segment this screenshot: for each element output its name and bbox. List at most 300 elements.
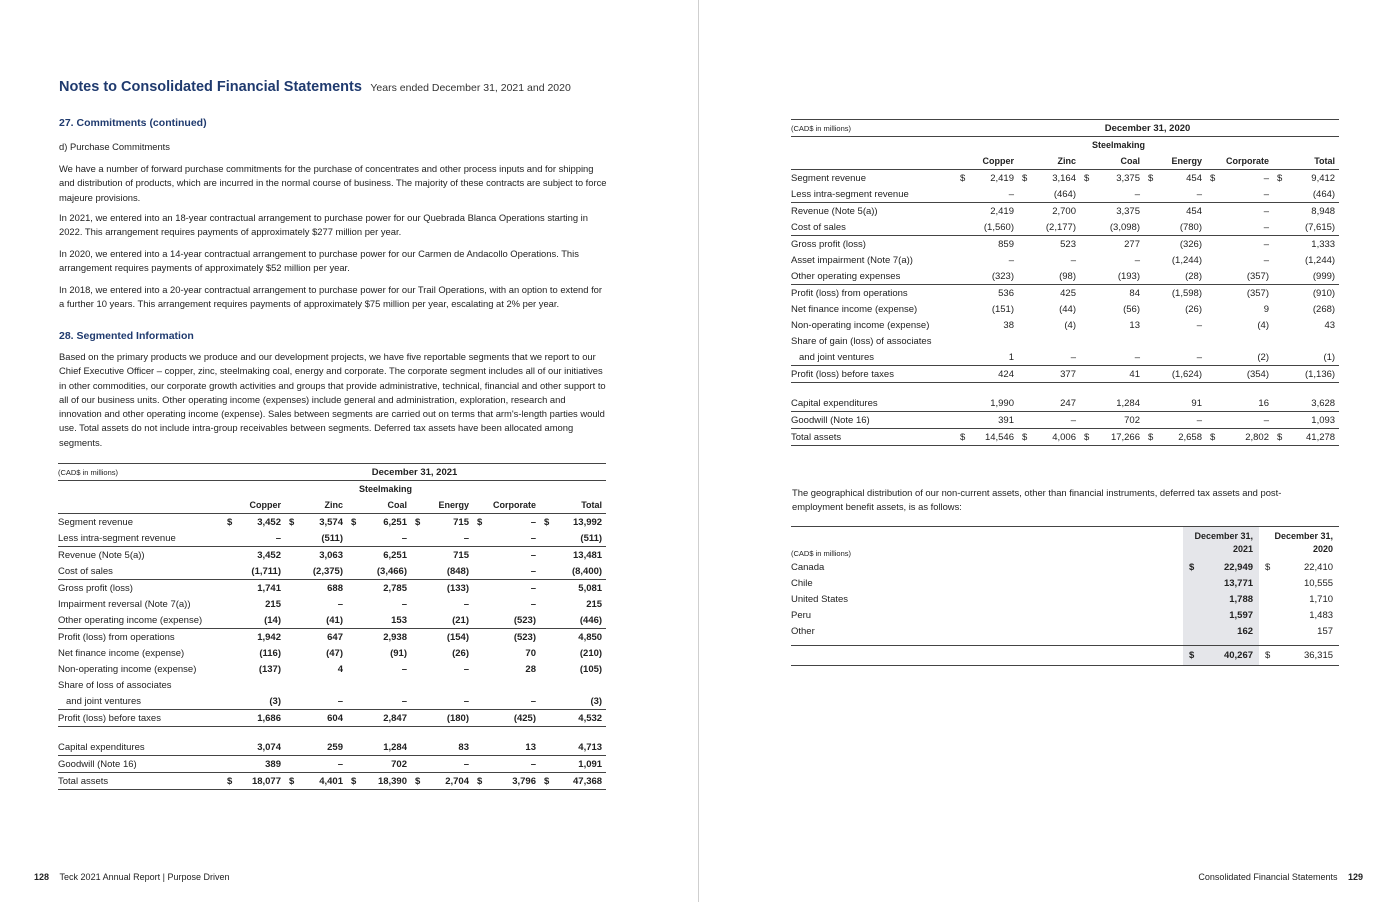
seg2021-cell: 2,847	[359, 710, 411, 727]
seg2021-dollar-sign: $	[227, 516, 233, 528]
seg2020-cell: –	[1196, 351, 1202, 363]
seg2020-cell: –	[1263, 172, 1269, 184]
seg2021-dollar-sign	[285, 547, 297, 564]
seg2021-row-label: Gross profit (loss)	[58, 580, 223, 597]
seg2020-dollar-sign	[956, 301, 968, 317]
seg2021-cell: –	[337, 695, 343, 707]
geo-dollar-2021: $	[1183, 559, 1205, 575]
seg2021-dollar-sign	[411, 530, 423, 547]
seg2020-dollar-sign	[1080, 395, 1092, 412]
seg2020-dollar-sign: $	[1210, 172, 1216, 184]
seg2020-dollar-sign	[1018, 252, 1030, 268]
seg2021-dollar-sign: $	[544, 516, 550, 528]
seg2020-row	[791, 170, 1339, 187]
seg2020-dollar-sign	[1273, 285, 1285, 302]
seg2021-dollar-sign	[223, 547, 235, 564]
seg2020-dollar-sign	[1144, 412, 1156, 429]
seg2020-dollar-sign	[1018, 412, 1030, 429]
geo-value-2021: 22,949	[1205, 559, 1259, 575]
seg2021-cell: 3,796	[485, 773, 540, 790]
seg2020-cell: 84	[1092, 285, 1144, 302]
seg2020-dollar-sign	[1206, 366, 1218, 383]
seg2021-cell: 5,081	[552, 580, 606, 597]
seg2021-dollar-sign	[285, 629, 297, 646]
seg2021-cell: (154)	[423, 629, 473, 646]
section-28-heading: 28. Segmented Information	[59, 330, 194, 342]
seg2021-dollar-sign: $	[351, 516, 357, 528]
seg2020-dollar-sign	[1206, 203, 1218, 220]
geo-row-label: Peru	[791, 609, 812, 621]
seg2021-row	[58, 547, 606, 564]
seg2021-row-label-line	[58, 677, 606, 693]
seg2020-cell: –	[1008, 254, 1014, 266]
seg2021-row	[58, 530, 606, 547]
seg2021-dollar-sign	[347, 693, 359, 710]
seg2020-dollar-sign	[1018, 366, 1030, 383]
seg2021-dollar-sign	[223, 710, 235, 727]
seg2021-col-header-3: Energy	[423, 497, 473, 514]
seg2021-dollar-sign	[285, 530, 297, 547]
seg2020-dollar-sign	[1018, 268, 1030, 285]
seg2020-cell: (7,615)	[1304, 221, 1336, 233]
seg2020-dollar-sign	[956, 317, 968, 333]
seg2021-dollar-sign: $	[411, 773, 423, 790]
seg2021-col-top-5	[552, 481, 606, 498]
seg2021-dollar-sign	[540, 530, 552, 547]
geo-col-2020-line1: December 31,	[1274, 531, 1334, 541]
seg2020-dollar-sign	[1206, 349, 1218, 366]
geo-value-2020: 157	[1317, 625, 1334, 637]
seg2020-row	[791, 252, 1339, 268]
geo-total-2020: 36,315	[1303, 650, 1334, 661]
seg2020-cell: –	[1196, 188, 1202, 200]
seg2021-dollar-sign	[473, 739, 485, 756]
seg2020-cell: (1,244)	[1171, 254, 1202, 266]
seg2021-dollar-sign	[411, 661, 423, 677]
seg2020-cell: (326)	[1156, 236, 1206, 253]
seg2020-dollar-sign: $	[1273, 429, 1285, 446]
seg2021-dollar-sign	[347, 629, 359, 646]
seg2021-dollar-sign	[411, 580, 423, 597]
seg2020-cell: 424	[968, 366, 1018, 383]
seg2021-row	[58, 612, 606, 629]
seg2021-cell: 3,452	[257, 516, 281, 528]
seg2020-row-label: Revenue (Note 5(a))	[791, 203, 956, 220]
seg2021-cell: 2,785	[359, 580, 411, 597]
seg2020-row-label: Capital expenditures	[791, 397, 878, 409]
seg2021-col-header-0: Copper	[235, 497, 285, 514]
seg2020-cell: 41	[1092, 366, 1144, 383]
seg2020-cell: 454	[1156, 203, 1206, 220]
seg2020-cell: (1,624)	[1156, 366, 1206, 383]
geo-row	[791, 559, 1339, 575]
seg2020-cell: –	[1030, 412, 1080, 429]
title-subtitle: Years ended December 31, 2021 and 2020	[370, 82, 571, 94]
seg2021-cell: 389	[235, 756, 285, 773]
seg2021-cell: (133)	[423, 580, 473, 597]
geo-row	[791, 607, 1339, 623]
seg2021-cell: 604	[297, 710, 347, 727]
seg2021-row	[58, 710, 606, 727]
seg2020-dollar-sign	[1080, 317, 1092, 333]
seg2020-cell: 1	[1008, 351, 1014, 363]
paragraph-segmented-info: Based on the primary products we produce and our development projects, we have five reportable segments that we report to our Chief Executive Officer – copper, zinc, steelmaking coal, energy and corporate. The corporate segment includes all of our initiatives in other commodities, our corporate growth activities and groups that provide administrative, technical, financial and other support to all of our business units. Other operating income (expenses) include general and administration, exploration, research and innovation and other operating income (expense). Sales between segments are carried out on terms that arm's-length parties would use. Total assets do not include intra-group receivables between segments. Deferred tax assets have been allocated among segments.	[59, 351, 606, 448]
seg2020-row-label: Cost of sales	[791, 221, 846, 233]
seg2020-cell: –	[1263, 188, 1269, 200]
seg2020-col-top-5	[1285, 137, 1339, 154]
seg2021-dollar-sign	[285, 563, 297, 580]
seg2021-cell: (523)	[513, 614, 536, 626]
seg2020-cell: 425	[1030, 285, 1080, 302]
geo-unit-label: (CAD$ in millions)	[791, 549, 852, 558]
seg2021-row-label: Net finance income (expense)	[58, 647, 185, 659]
seg2020-dollar-sign: $	[1148, 172, 1154, 184]
seg2021-cell: –	[463, 663, 469, 675]
seg2020-cell: 859	[968, 236, 1018, 253]
seg2020-dollar-sign	[1144, 203, 1156, 220]
seg2020-cell: (780)	[1179, 221, 1202, 233]
seg2021-cell: (105)	[579, 663, 603, 675]
seg2020-col-header-1: Zinc	[1030, 153, 1080, 170]
seg2021-cell: (511)	[580, 532, 603, 544]
seg2021-cell: 259	[327, 741, 343, 753]
seg2021-cell: 83	[458, 741, 469, 753]
seg2020-dollar-sign	[1206, 412, 1218, 429]
seg2021-row-label: Goodwill (Note 16)	[58, 756, 223, 773]
seg2021-cell: 215	[586, 598, 603, 610]
seg2021-row-label: Less intra-segment revenue	[58, 532, 176, 544]
geo-value-2021: 1,597	[1205, 607, 1259, 623]
seg2021-dollar-sign	[411, 645, 423, 661]
seg2020-dollar-sign	[1206, 285, 1218, 302]
geo-value-2020: 10,555	[1303, 577, 1334, 589]
seg2020-col-top-1	[1030, 137, 1080, 154]
seg2021-dollar-sign	[223, 530, 235, 547]
footer-left-page-number: 128	[34, 872, 50, 882]
seg2021-row	[58, 739, 606, 756]
seg2021-dollar-sign	[347, 612, 359, 629]
seg2020-dollar-sign	[1080, 349, 1092, 366]
seg2020-row	[791, 301, 1339, 317]
seg2021-dollar-sign	[540, 693, 552, 710]
seg2021-dollar-sign	[347, 530, 359, 547]
seg2020-cell: –	[1218, 236, 1273, 253]
seg2021-dollar-sign	[473, 580, 485, 597]
seg2020-dollar-sign	[1273, 203, 1285, 220]
geo-dollar-2020: $	[1265, 561, 1271, 573]
seg2021-dollar-sign	[223, 739, 235, 756]
seg2021-dollar-sign	[411, 710, 423, 727]
seg2021-cell: 1,284	[383, 741, 407, 753]
seg2021-cell: –	[423, 756, 473, 773]
geo-row-label: Canada	[791, 561, 825, 573]
segment-table-2020	[791, 119, 1339, 446]
seg2021-col-top-4	[485, 481, 540, 498]
seg2021-dollar-sign	[540, 661, 552, 677]
seg2020-cell: (4)	[1257, 319, 1269, 331]
seg2021-cell: 47,368	[552, 773, 606, 790]
seg2021-row	[58, 645, 606, 661]
seg2020-dollar-sign	[1080, 186, 1092, 203]
seg2021-cell: 18,077	[235, 773, 285, 790]
seg2020-cell: 13	[1129, 319, 1140, 331]
seg2020-cell: 2,419	[968, 203, 1018, 220]
seg2021-cell: (210)	[579, 647, 603, 659]
seg2020-cell: 3,164	[1052, 172, 1076, 184]
seg2021-dollar-sign	[285, 645, 297, 661]
seg2020-col-top-0	[968, 137, 1018, 154]
seg2020-cell: 3,628	[1311, 397, 1336, 409]
paragraph-carmen-de-andacollo: In 2020, we entered into a 14-year contractual arrangement to purchase power for our Carmen de Andacollo Operations. This arrangement requires payments of approximately $52 million per year.	[59, 248, 579, 274]
seg2021-cell: –	[530, 598, 536, 610]
seg2020-cell: 454	[1186, 172, 1202, 184]
seg2021-dollar-sign	[285, 739, 297, 756]
page-title	[59, 78, 571, 96]
seg2021-cell: –	[530, 695, 536, 707]
seg2021-cell: 1,942	[235, 629, 285, 646]
seg2020-dollar-sign	[1080, 252, 1092, 268]
segment-table-2021	[58, 463, 606, 790]
seg2020-dollar-sign: $	[1018, 429, 1030, 446]
seg2021-dollar-sign	[223, 596, 235, 612]
seg2020-dollar-sign	[1144, 268, 1156, 285]
footer-right-page-number: 129	[1347, 872, 1363, 882]
seg2021-row	[58, 756, 606, 773]
geo-value-2020: 1,483	[1309, 609, 1334, 621]
seg2020-dollar-sign	[1080, 301, 1092, 317]
seg2021-dollar-sign	[540, 629, 552, 646]
seg2020-cell: 702	[1092, 412, 1144, 429]
seg2021-cell: –	[530, 516, 536, 528]
seg2020-dollar-sign: $	[1144, 429, 1156, 446]
seg2020-cell: 391	[968, 412, 1018, 429]
seg2021-row-label: Segment revenue	[58, 516, 133, 528]
geo-value-2021: 13,771	[1205, 575, 1259, 591]
seg2020-dollar-sign	[1018, 395, 1030, 412]
geo-row-label: United States	[791, 593, 849, 605]
geo-dollar-2021	[1183, 591, 1205, 607]
seg2020-row-label-line	[791, 333, 1339, 349]
seg2021-cell: 1,091	[552, 756, 606, 773]
seg2021-cell: (8,400)	[571, 565, 603, 577]
geo-total-2020-dollar: $	[1265, 650, 1271, 661]
seg2021-dollar-sign	[411, 629, 423, 646]
seg2021-row-label: Capital expenditures	[58, 741, 145, 753]
seg2020-cell: (98)	[1059, 270, 1076, 282]
seg2020-spacer-row	[791, 383, 1339, 396]
seg2020-dollar-sign	[1018, 301, 1030, 317]
seg2020-dollar-sign	[1144, 219, 1156, 236]
title-main: Notes to Consolidated Financial Statements	[59, 79, 362, 95]
seg2020-cell: –	[1134, 188, 1140, 200]
seg2020-cell: 1,284	[1116, 397, 1140, 409]
paragraph-quebrada-blanca: In 2021, we entered into an 18-year contractual arrangement to purchase power for our Quebrada Blanca Operations starting in 2022. This arrangement requires payments of approximately $277 million per year.	[59, 212, 588, 238]
seg2021-dollar-sign	[473, 661, 485, 677]
seg2020-dollar-sign	[1018, 236, 1030, 253]
seg2020-dollar-sign	[956, 203, 968, 220]
seg2020-dollar-sign	[956, 285, 968, 302]
seg2021-dollar-sign	[223, 629, 235, 646]
seg2020-col-top-4	[1218, 137, 1273, 154]
seg2021-cell: 1,686	[235, 710, 285, 727]
seg2020-dollar-sign	[956, 219, 968, 236]
seg2021-cell: 3,063	[297, 547, 347, 564]
seg2020-cell: 9	[1263, 303, 1269, 315]
seg2020-row-label: Share of gain (loss) of associates	[791, 335, 932, 347]
paragraph-trail-operations: In 2018, we entered into a 20-year contractual arrangement to purchase power for our Trail Operations, with an option to extend for a further 10 years. This arrangement requires payments of approximately $75 million per year, escalating at 2% per year.	[59, 284, 603, 310]
seg2021-dollar-sign	[347, 710, 359, 727]
seg2020-dollar-sign	[1206, 186, 1218, 203]
seg2020-row-label: Asset impairment (Note 7(a))	[791, 254, 913, 266]
seg2020-dollar-sign	[1273, 268, 1285, 285]
seg2021-cell: 3,574	[319, 516, 343, 528]
seg2020-cell: (2,177)	[1045, 221, 1076, 233]
seg2021-dollar-sign	[411, 612, 423, 629]
seg2020-cell: (3,098)	[1109, 221, 1140, 233]
seg2020-cell: 8,948	[1285, 203, 1339, 220]
seg2021-dollar-sign: $	[285, 773, 297, 790]
seg2020-dollar-sign: $	[960, 172, 966, 184]
seg2020-cell: 1,990	[990, 397, 1014, 409]
seg2020-cell: 91	[1191, 397, 1202, 409]
seg2021-dollar-sign	[285, 661, 297, 677]
seg2020-dollar-sign	[1144, 236, 1156, 253]
seg2021-cell: –	[401, 598, 407, 610]
seg2020-cell: 14,546	[968, 429, 1018, 446]
seg2020-cell: –	[1070, 254, 1076, 266]
seg2020-dollar-sign	[1018, 203, 1030, 220]
seg2020-row-label: Gross profit (loss)	[791, 236, 956, 253]
seg2021-cell: 2,704	[423, 773, 473, 790]
seg2020-cell: (999)	[1312, 270, 1336, 282]
seg2020-col-top-3	[1156, 137, 1206, 154]
seg2020-dollar-sign	[1080, 236, 1092, 253]
seg2021-dollar-sign	[223, 563, 235, 580]
seg2020-cell: –	[1070, 351, 1076, 363]
seg2021-dollar-sign	[540, 645, 552, 661]
seg2020-dollar-sign	[1144, 252, 1156, 268]
seg2021-dollar-sign: $	[289, 516, 295, 528]
seg2020-dollar-sign	[1273, 366, 1285, 383]
seg2020-cell: –	[1263, 221, 1269, 233]
seg2020-dollar-sign	[1273, 301, 1285, 317]
seg2020-col-top-2: Steelmaking	[1092, 140, 1146, 150]
seg2021-cell: –	[401, 695, 407, 707]
seg2020-dollar-sign	[956, 268, 968, 285]
seg2021-cell: –	[297, 756, 347, 773]
seg2020-cell: (1,244)	[1304, 254, 1336, 266]
seg2021-cell: 215	[265, 598, 281, 610]
page-spread-divider	[698, 0, 699, 902]
seg2021-dollar-sign	[540, 710, 552, 727]
seg2020-cell: 523	[1030, 236, 1080, 253]
seg2020-dollar-sign	[1080, 268, 1092, 285]
seg2021-dollar-sign	[347, 547, 359, 564]
seg2021-row-label: and joint ventures	[66, 695, 141, 707]
seg2020-dollar-sign	[956, 252, 968, 268]
seg2021-dollar-sign	[411, 756, 423, 773]
seg2021-dollar-sign	[347, 563, 359, 580]
seg2020-cell: (357)	[1218, 285, 1273, 302]
geo-dollar-2021	[1183, 607, 1205, 623]
seg2020-cell: 9,412	[1311, 172, 1336, 184]
geo-dollar-2021	[1183, 623, 1205, 639]
seg2020-dollar-sign	[1206, 268, 1218, 285]
seg2021-cell: –	[530, 532, 536, 544]
seg2021-dollar-sign: $	[347, 773, 359, 790]
geo-dollar-2020	[1259, 607, 1281, 623]
geo-intro-text: The geographical distribution of our non-current assets, other than financial instruments, deferred tax assets and post-employment benefit assets, is as follows:	[792, 487, 1282, 513]
seg2021-cell: 647	[297, 629, 347, 646]
geo-value-2021: 162	[1205, 623, 1259, 639]
seg2021-dollar-sign	[473, 629, 485, 646]
seg2021-row-label: Share of loss of associates	[58, 679, 172, 691]
seg2021-cell: (137)	[258, 663, 281, 675]
seg2020-row	[791, 317, 1339, 333]
geo-dollar-2020	[1259, 591, 1281, 607]
seg2020-cell: 1,093	[1285, 412, 1339, 429]
seg2020-dollar-sign	[1206, 317, 1218, 333]
seg2021-cell: –	[337, 598, 343, 610]
seg2020-cell: 4,006	[1030, 429, 1080, 446]
seg2020-row	[791, 203, 1339, 220]
seg2020-cell: (268)	[1312, 303, 1336, 315]
geo-col-2021-line1: December 31,	[1194, 531, 1254, 541]
seg2020-col-header-0: Copper	[968, 153, 1018, 170]
seg2021-dollar-sign	[540, 580, 552, 597]
seg2020-row-label: Total assets	[791, 429, 956, 446]
seg2020-dollar-sign	[1144, 285, 1156, 302]
seg2021-dollar-sign	[411, 596, 423, 612]
geo-row	[791, 575, 1339, 591]
seg2020-dollar-sign	[1018, 349, 1030, 366]
seg2021-cell: (446)	[579, 614, 603, 626]
seg2021-dollar-sign	[411, 693, 423, 710]
seg2021-period-header: December 31, 2021	[223, 464, 606, 481]
seg2021-cell: 18,390	[359, 773, 411, 790]
seg2021-row	[58, 773, 606, 790]
seg2021-cell: –	[485, 756, 540, 773]
seg2020-dollar-sign	[956, 395, 968, 412]
seg2020-cell: (56)	[1123, 303, 1140, 315]
seg2020-cell: (464)	[1053, 188, 1076, 200]
seg2020-dollar-sign	[1273, 395, 1285, 412]
seg2020-dollar-sign	[1080, 203, 1092, 220]
seg2021-dollar-sign: $	[540, 773, 552, 790]
seg2021-dollar-sign	[540, 739, 552, 756]
seg2021-row	[58, 563, 606, 580]
seg2020-dollar-sign	[1206, 301, 1218, 317]
seg2021-dollar-sign: $	[477, 516, 483, 528]
seg2020-dollar-sign	[1206, 252, 1218, 268]
seg2020-dollar-sign	[956, 186, 968, 203]
seg2021-row-label: Other operating income (expense)	[58, 614, 203, 626]
seg2020-dollar-sign	[956, 412, 968, 429]
seg2021-cell: (3)	[269, 695, 281, 707]
seg2021-cell: 702	[359, 756, 411, 773]
seg2021-cell: (848)	[446, 565, 469, 577]
seg2021-dollar-sign	[411, 547, 423, 564]
seg2020-dollar-sign	[1206, 395, 1218, 412]
seg2020-dollar-sign	[1273, 349, 1285, 366]
seg2020-row-label: Segment revenue	[791, 172, 866, 184]
seg2020-dollar-sign: $	[956, 429, 968, 446]
seg2021-dollar-sign	[347, 645, 359, 661]
seg2021-col-top-3	[423, 481, 473, 498]
seg2021-dollar-sign	[285, 612, 297, 629]
seg2021-unit-label: (CAD$ in millions)	[58, 464, 223, 481]
seg2021-dollar-sign	[347, 739, 359, 756]
